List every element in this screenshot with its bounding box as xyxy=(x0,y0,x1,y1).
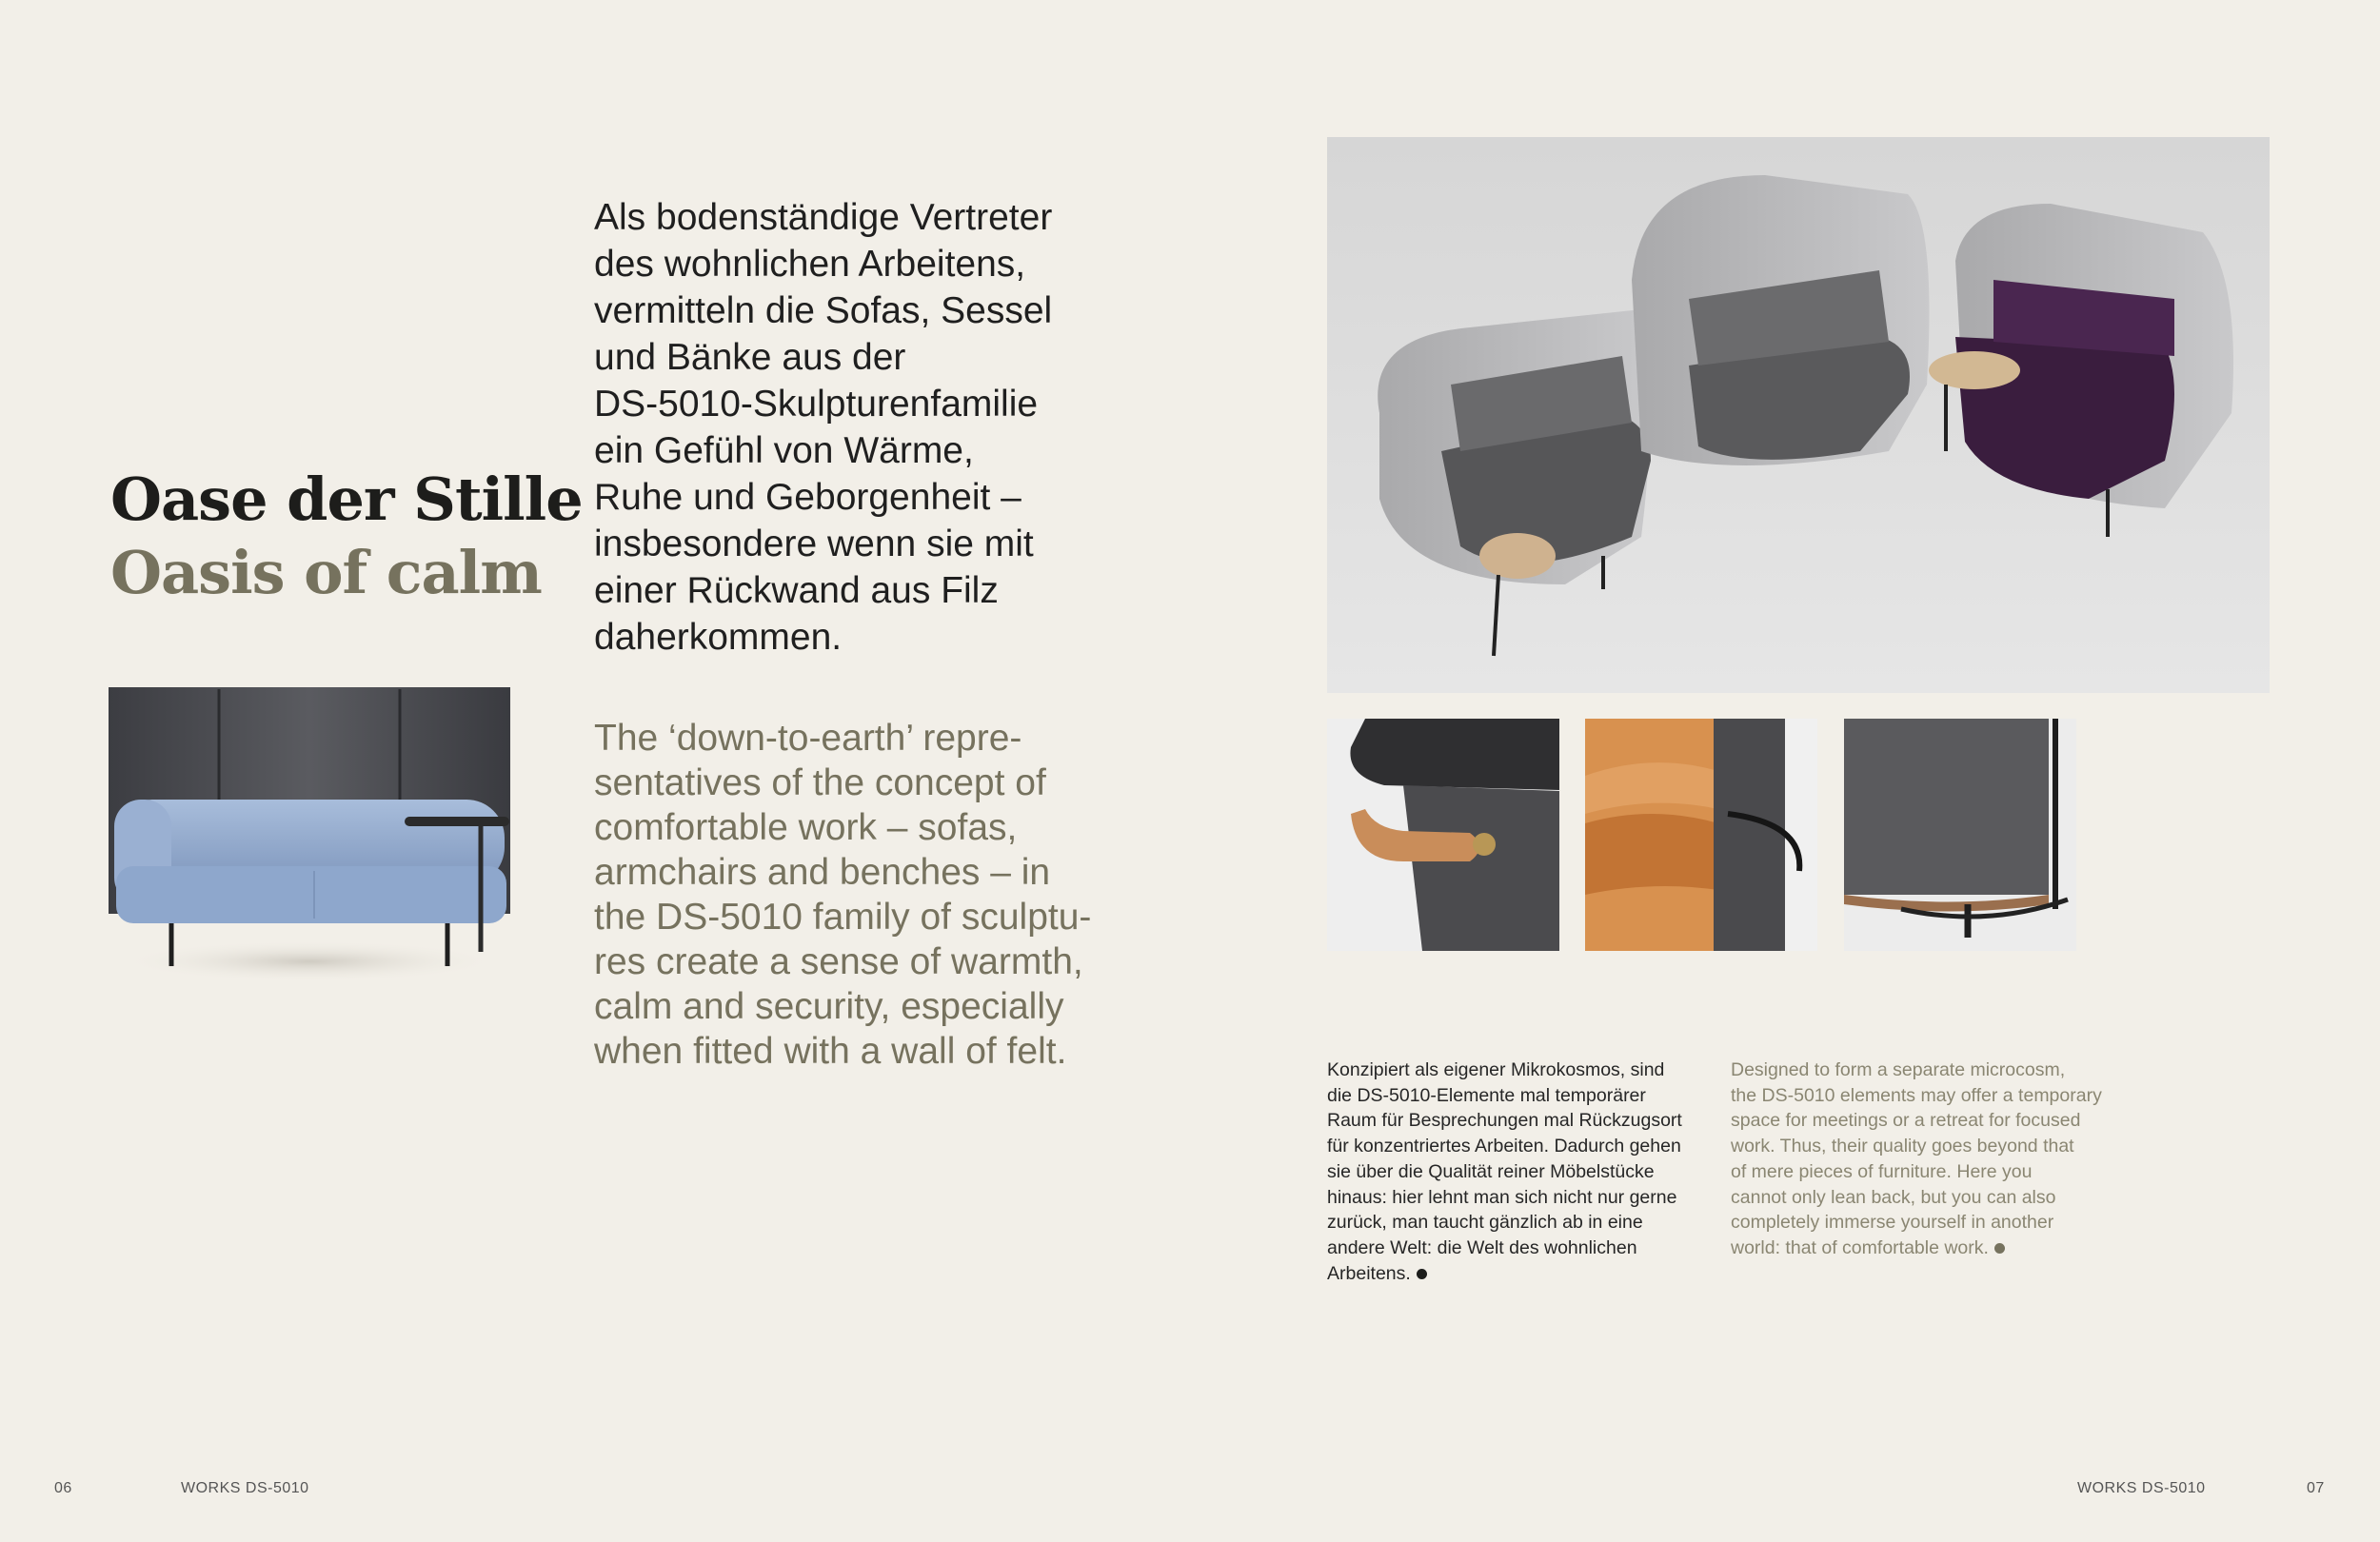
end-bullet-dark xyxy=(1417,1269,1427,1279)
detail-image-table-strap xyxy=(1327,719,1559,951)
body-text-english xyxy=(1731,1058,2131,1261)
running-title-right: WORKS DS-5010 xyxy=(2077,1480,2206,1496)
end-bullet-olive xyxy=(1994,1243,2005,1254)
body-text-english-content: Designed to form a separate microcosm, the DS-5010 elements may offer a temporary space for meetings or a retreat for focused work. Thus, their quality goes beyond that of mere pieces of furniture. Here you cannot only lean back, but you can also completely immerse yourself in another world: that of comfortable work. xyxy=(1731,1059,2102,1258)
body-text-german-content: Konzipiert als eigener Mikrokosmos, sind die DS-5010-Elemente mal temporärer Raum für Besprechungen mal Rückzugsort für konzentriertes Arbeiten. Dadurch gehen sie über die Qualität reiner Möbelstücke hinaus: hier lehnt man sich nicht nur gerne zurück, man taucht gänzlich ab in eine andere Welt: die Welt des wohnlichen Arbeitens. xyxy=(1327,1059,1682,1284)
headline-german: Oase der Stille xyxy=(110,465,583,534)
headline-english: Oasis of calm xyxy=(110,538,542,607)
page-number-left: 06 xyxy=(54,1480,72,1496)
page-number-right: 07 xyxy=(2307,1480,2325,1496)
running-title-left: WORKS DS-5010 xyxy=(181,1480,309,1496)
sofa-product-image xyxy=(95,676,524,990)
hero-booths-image xyxy=(1327,137,2270,693)
detail-image-orange-seat xyxy=(1585,719,1817,951)
body-text-german xyxy=(1327,1058,1708,1286)
detail-image-felt-leg xyxy=(1844,719,2076,951)
intro-text-german: Als bodenständige Vertreter des wohnlichen Arbeitens, vermitteln die Sofas, Sessel und Bänke aus der DS-5010-Skulpturenfamilie ein Gefühl von Wärme, Ruhe und Geborgenheit – insbesondere wenn sie mit einer Rückwand aus Filz daherkommen. xyxy=(594,197,1053,658)
intro-text-english: The ‘down-to-earth’ repre- sentatives of the concept of comfortable work – sofas, armchairs and benches – in the DS-5010 family of sculptu- res create a sense of warmth, calm and security, especially when fitted with a wall of felt. xyxy=(594,718,1092,1072)
